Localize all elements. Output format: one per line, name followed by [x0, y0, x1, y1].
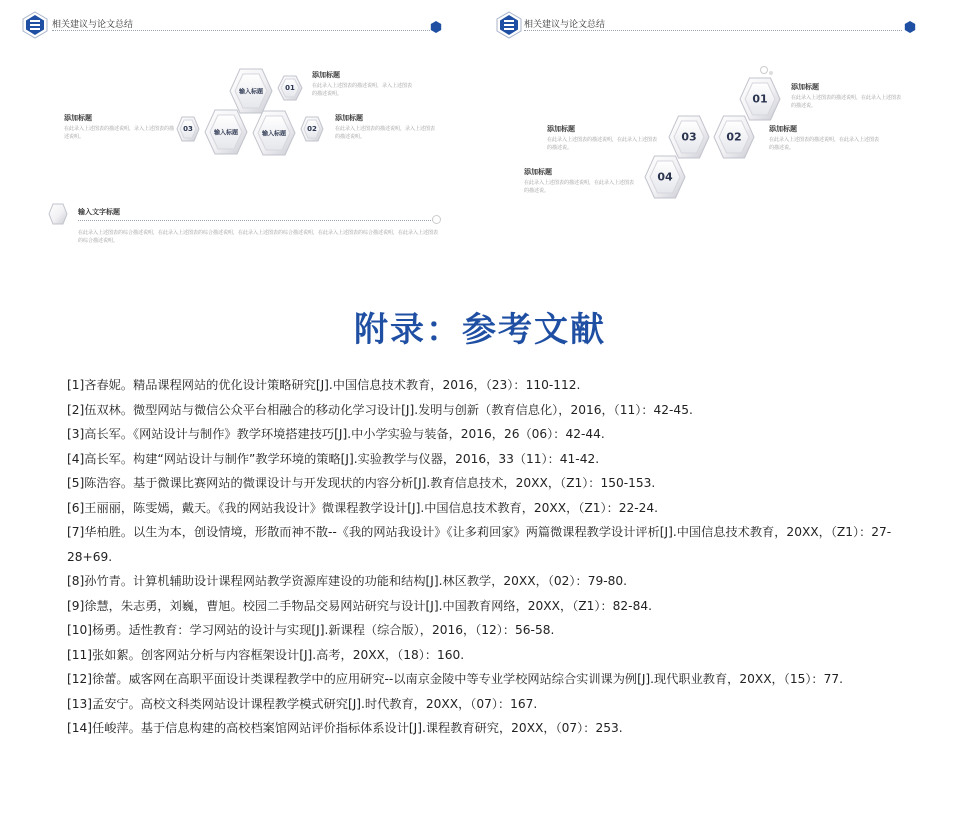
hex-number: 01 [285, 84, 295, 92]
block-title: 添加标题 [547, 125, 575, 133]
reference-item: [7]华柏胜。以生为本，创设情境，形散而神不散--《我的网站我设计》《让多莉回家》两篇微课程教学设计评析[J].中国信息技术教育，20XX，（Z1）：27-28+69. [67, 525, 892, 564]
hex-number: 02 [726, 130, 742, 144]
reference-list [67, 373, 897, 741]
hex-label: 输入标题 [238, 88, 264, 96]
dot-marker [769, 71, 773, 75]
dot-marker [432, 215, 441, 224]
block-desc: 在此录入上述图表的描述说明，录入上述图表的描述说明。 [335, 126, 436, 140]
hex-label: 输入标题 [261, 130, 287, 138]
slide-thumbnail-left[interactable] [0, 0, 462, 260]
reference-item: [3]高长军。《网站设计与制作》教学环境搭建技巧[J].中小学实验与装备，2016，26（06）：42-44. [67, 427, 605, 441]
hex-number: 03 [681, 130, 697, 144]
bottom-desc: 在此录入上述图表的综合描述说明，在此录入上述图表的综合描述说明，在此录入上述图表的综合描述说明，在此录入上述图表的综合描述说明，在此录入上述图表的综合描述说明。 [78, 230, 439, 244]
reference-item: [1]吝春妮。精品课程网站的优化设计策略研究[J].中国信息技术教育，2016，（23）：110-112. [67, 378, 581, 392]
header-divider [524, 30, 902, 31]
reference-item: [9]徐慧，朱志勇，刘巍，曹旭。校园二手物品交易网站研究与设计[J].中国教育网络，20XX，（Z1）：82-84. [67, 598, 652, 613]
slide-header-title: 相关建议与论文总结 [52, 20, 134, 30]
block-title: 添加标题 [791, 83, 819, 91]
hex-number: 03 [183, 125, 193, 133]
block-title: 添加标题 [524, 168, 552, 176]
block-title: 添加标题 [335, 114, 363, 122]
reference-item: [14]任峻萍。基于信息构建的高校档案馆网站评价指标体系设计[J].课程教育研究，20XX，（07）：253. [67, 721, 623, 735]
reference-item: [11]张如絮。创客网站分析与内容框架设计[J].高考，20XX，（18）：160. [67, 647, 465, 662]
reference-item: [10]杨勇。适性教育：学习网站的设计与实现[J].新课程（综合版），2016，（12）：56-58. [67, 623, 555, 637]
hex-number: 02 [307, 125, 317, 133]
reference-item: [13]孟安宁。高校文科类网站设计课程教学模式研究[J].时代教育，20XX，（07）：167. [67, 696, 538, 711]
hex-number: 01 [752, 92, 768, 106]
reference-item: [2]伍双林。微型网站与微信公众平台相融合的移动化学习设计[J].发明与创新（教育信息化），2016，（11）：42-45. [67, 402, 693, 417]
block-title: 添加标题 [312, 71, 340, 79]
block-desc: 在此录入上述图表的描述说明，在此录入上述图表的描述说。 [791, 95, 902, 109]
slide-thumbnail-right[interactable] [484, 0, 960, 260]
bottom-title: 输入文字标题 [78, 208, 120, 216]
block-title: 添加标题 [64, 114, 92, 122]
reference-item: [12]徐蕾。威客网在高职平面设计类课程教学中的应用研究--以南京金陵中等专业学校网站综合实训课为例[J].现代职业教育，20XX，（15）：77. [67, 672, 843, 686]
block-desc: 在此录入上述图表的描述说明，在此录入上述图表的描述说。 [547, 137, 658, 151]
dot-marker [760, 66, 768, 74]
server-icon [22, 11, 48, 39]
reference-item: [8]孙竹青。计算机辅助设计课程网站教学资源库建设的功能和结构[J].林区教学，20XX，（02）：79-80. [67, 574, 627, 588]
diamond-icon [904, 21, 916, 33]
hexagon-icon [48, 203, 68, 225]
block-desc: 在此录入上述图表的描述说明，录入上述图表的描述说明。 [312, 83, 413, 97]
slide-header-title: 相关建议与论文总结 [524, 20, 606, 30]
appendix-title: 附录：参考文献 [354, 310, 606, 350]
reference-item: [5]陈浩容。基于微课比赛网站的微课设计与开发现状的内容分析[J].教育信息技术，20XX，（Z1）：150-153. [67, 476, 656, 490]
block-desc: 在此录入上述图表的描述说明，在此录入上述图表的描述说。 [769, 137, 880, 151]
hex-number: 04 [657, 170, 673, 184]
hex-label: 输入标题 [213, 129, 239, 137]
block-title: 添加标题 [769, 125, 797, 133]
diamond-icon [430, 21, 442, 33]
reference-item: [4]高长军。构建“网站设计与制作”教学环境的策略[J].实验教学与仪器，2016，33（11）：41-42. [67, 451, 600, 466]
block-desc: 在此录入上述图表的描述说明，在此录入上述图表的描述说。 [524, 180, 635, 194]
header-divider [52, 30, 430, 31]
reference-item: [6]王丽丽，陈雯嫣，戴天。《我的网站我设计》微课程教学设计[J].中国信息技术教育，20XX，（Z1）：22-24. [67, 500, 659, 515]
block-desc: 在此录入上述图表的描述说明，录入上述图表的描述说明。 [64, 126, 175, 140]
bottom-divider [78, 220, 433, 221]
server-icon [496, 11, 522, 39]
